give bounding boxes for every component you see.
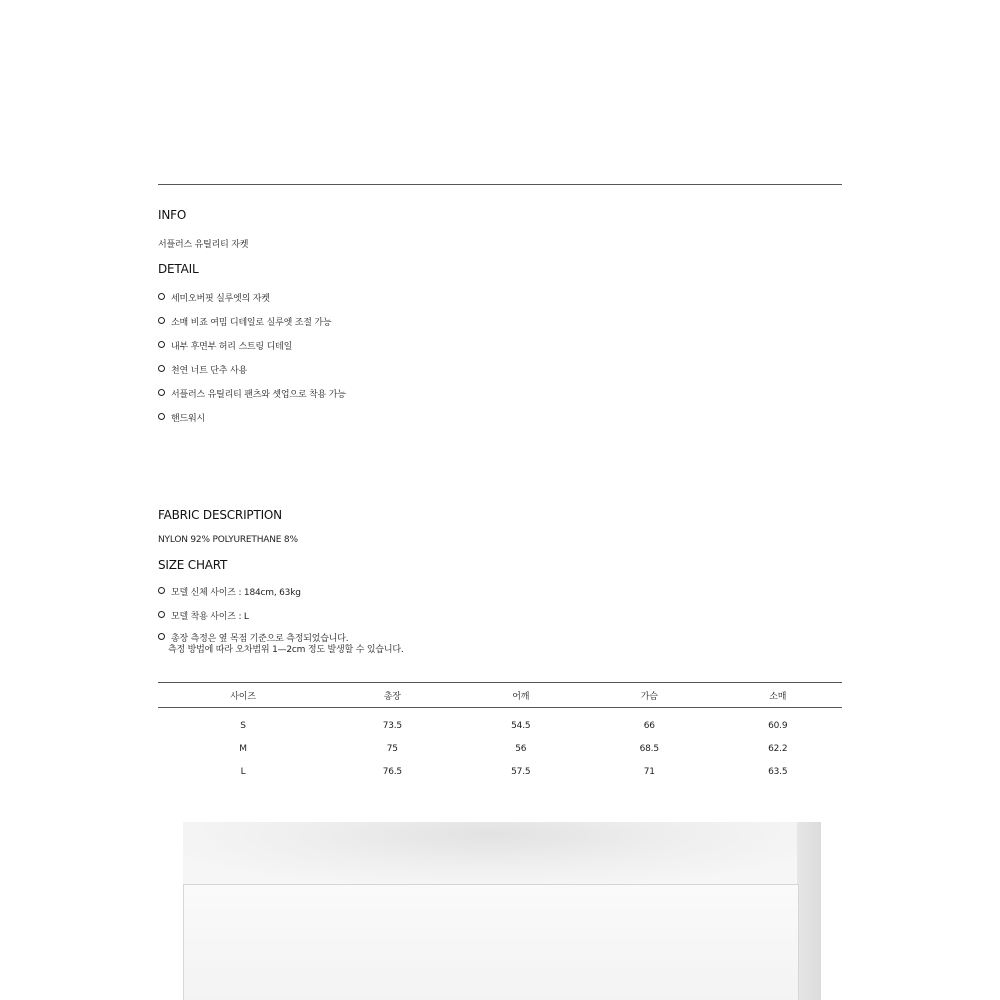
bullet-circle-icon (158, 317, 165, 324)
model-wear-size-note: 모델 착용 사이즈 : L (158, 609, 249, 622)
bullet-circle-icon (158, 293, 165, 300)
detail-item: 소매 비죠 여밈 디테일로 실루엣 조절 가능 (158, 315, 331, 328)
info-heading: INFO (158, 208, 187, 222)
bullet-circle-icon (158, 341, 165, 348)
product-name: 서플러스 유틸리티 자켓 (158, 240, 249, 250)
bullet-circle-icon (158, 413, 165, 420)
size-table (158, 682, 842, 783)
column-header: 총장 (328, 683, 456, 708)
detail-item: 핸드워시 (158, 411, 205, 424)
table-cell: S (240, 720, 246, 731)
pedestal-front-face (183, 884, 799, 1000)
bullet-circle-icon (158, 365, 165, 372)
bullet-circle-icon (158, 611, 165, 618)
top-divider (158, 184, 842, 185)
measurement-note: 총장 측정은 옆 목점 기준으로 측정되었습니다. 측정 방법에 따라 오차범위 1—2cm 정도 발생할 수 있습니다. (158, 633, 404, 656)
column-header: 어깨 (457, 683, 585, 708)
table-cell: 73.5 (382, 720, 402, 731)
table-cell: 54.5 (511, 720, 531, 731)
column-header: 사이즈 (158, 683, 328, 708)
table-row (158, 708, 842, 738)
detail-item: 서플러스 유틸리티 팬츠와 셋업으로 착용 가능 (158, 387, 346, 400)
detail-item: 세미오버핏 실루엣의 자켓 (158, 291, 270, 304)
detail-item: 천연 너트 단추 사용 (158, 363, 247, 376)
table-cell: 66 (643, 720, 655, 731)
table-cell: M (239, 743, 247, 754)
bullet-circle-icon (158, 633, 165, 640)
model-body-size-note: 모델 신체 사이즈 : 184cm, 63kg (158, 585, 301, 598)
table-cell: L (240, 766, 246, 777)
column-header: 가슴 (585, 683, 713, 708)
table-row (158, 760, 842, 783)
bullet-circle-icon (158, 587, 165, 594)
detail-item: 내부 후면부 허리 스트링 디테일 (158, 339, 292, 352)
fabric-composition: NYLON 92% POLYURETHANE 8% (158, 535, 298, 545)
pedestal-side (797, 822, 821, 1000)
table-cell: 63.5 (768, 766, 788, 777)
fabric-heading: FABRIC DESCRIPTION (158, 508, 282, 522)
table-row (158, 737, 842, 760)
size-chart-heading: SIZE CHART (158, 558, 228, 572)
size-table-header (158, 683, 842, 708)
pedestal-top-surface (183, 822, 799, 884)
table-cell: 57.5 (511, 766, 531, 777)
table-cell: 62.2 (768, 743, 788, 754)
detail-heading: DETAIL (158, 262, 199, 276)
table-cell: 68.5 (639, 743, 659, 754)
column-header: 소매 (713, 683, 842, 708)
table-cell: 76.5 (382, 766, 402, 777)
table-cell: 56 (515, 743, 527, 754)
table-cell: 71 (643, 766, 655, 777)
table-cell: 75 (386, 743, 398, 754)
bullet-circle-icon (158, 389, 165, 396)
table-cell: 60.9 (768, 720, 788, 731)
